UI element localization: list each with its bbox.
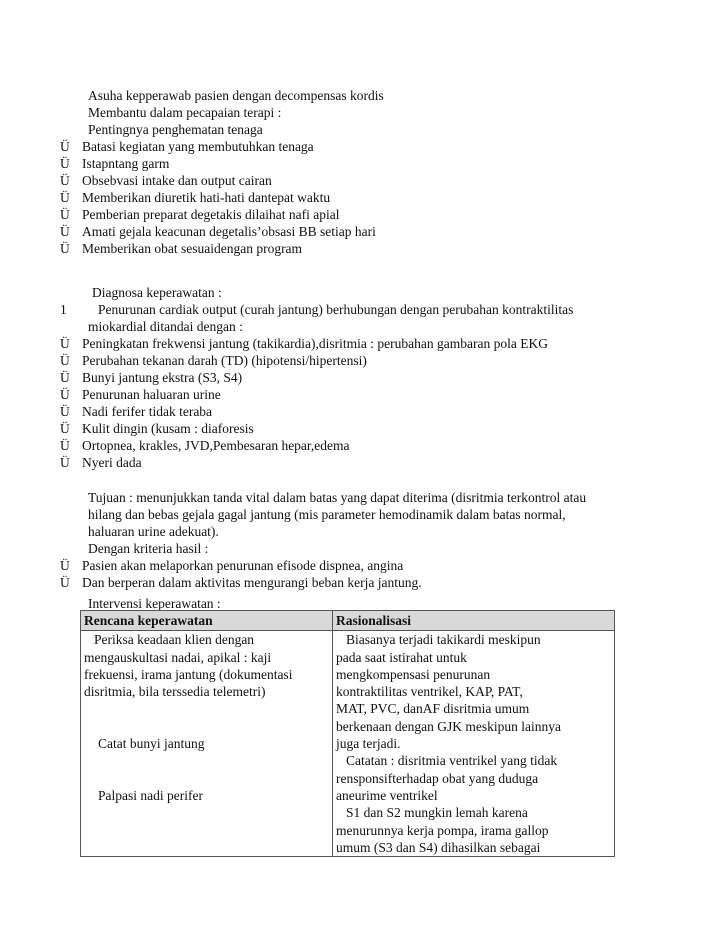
table-cell-rencana: [81, 631, 333, 857]
bullet-icon: Ü: [60, 156, 70, 171]
text-line: disritmia, bila terssedia telemetri): [84, 684, 266, 700]
text-line: Asuha kepperawab pasien dengan decompensas kordis: [88, 88, 384, 103]
list-item: Nadi ferifer tidak teraba: [82, 404, 213, 419]
text-line: juga terjadi.: [336, 736, 401, 752]
text-line: Pentingnya penghematan tenaga: [88, 122, 263, 137]
section-heading: Diagnosa keperawatan :: [92, 285, 222, 300]
text-line: Periksa keadaan klien dengan: [94, 632, 255, 648]
bullet-icon: Ü: [60, 558, 70, 573]
text-line: rensponsifterhadap obat yang duduga: [336, 770, 539, 786]
text-line: mengkompensasi penurunan: [336, 666, 491, 682]
bullet-icon: Ü: [60, 207, 70, 222]
bullet-icon: Ü: [60, 370, 70, 385]
bullet-icon: Ü: [60, 139, 70, 154]
text-line: S1 dan S2 mungkin lemah karena: [346, 805, 528, 821]
text-line: Tujuan : menunjukkan tanda vital dalam batas yang dapat diterima (disritmia terkontrol atau: [88, 490, 587, 505]
text-line: Biasanya terjadi takikardi meskipun: [346, 632, 541, 648]
list-item: Pemberian preparat degetakis dilaihat nafi apial: [82, 207, 340, 222]
list-item: Perubahan tekanan darah (TD) (hipotensi/hipertensi): [82, 353, 367, 368]
list-item: Batasi kegiatan yang membutuhkan tenaga: [82, 139, 314, 154]
intervention-table: [80, 610, 615, 857]
bullet-icon: Ü: [60, 353, 70, 368]
bullet-icon: Ü: [60, 404, 70, 419]
list-item: Kulit dingin (kusam : diaforesis: [82, 421, 254, 436]
text-line: menurunnya kerja pompa, irama gallop: [336, 822, 549, 838]
text-line: MAT, PVC, danAF disritmia umum: [336, 701, 530, 717]
text-line: Catat bunyi jantung: [98, 736, 205, 752]
table-cell-rasionalisasi: [333, 631, 615, 857]
table-header-row: [81, 611, 615, 631]
text-line: umum (S3 dan S4) dihasilkan sebagai: [336, 839, 541, 855]
text-line: pada saat istirahat untuk: [336, 649, 467, 665]
text-line: haluaran urine adekuat).: [88, 524, 219, 539]
bullet-icon: Ü: [60, 455, 70, 470]
list-item: Obsebvasi intake dan output cairan: [82, 173, 272, 188]
bullet-icon: Ü: [60, 336, 70, 351]
list-item: Istapntang garm: [82, 156, 170, 171]
column-header: Rasionalisasi: [333, 611, 615, 631]
list-item: Memberikan obat sesuaidengan program: [82, 241, 303, 256]
bullet-icon: Ü: [60, 241, 70, 256]
table-row: [81, 631, 615, 857]
text-line: mengauskultasi nadai, apikal : kaji: [84, 649, 272, 665]
bullet-icon: Ü: [60, 438, 70, 453]
text-line: kontraktilitas ventrikel, KAP, PAT,: [336, 684, 523, 700]
section-heading: Dengan kriteria hasil :: [88, 541, 209, 556]
bullet-icon: Ü: [60, 421, 70, 436]
list-item: Nyeri dada: [82, 455, 142, 470]
column-header: Rencana keperawatan: [81, 611, 333, 631]
text-line: Catatan : disritmia ventrikel yang tidak: [346, 753, 558, 769]
list-item: Bunyi jantung ekstra (S3, S4): [82, 370, 243, 385]
text-line: berkenaan dengan GJK meskipun lainnya: [336, 718, 561, 734]
text-line: miokardial ditandai dengan :: [88, 319, 243, 334]
text-line: hilang dan bebas gejala gagal jantung (mis parameter hemodinamik dalam batas normal,: [88, 507, 566, 522]
text-line: Palpasi nadi perifer: [98, 787, 203, 803]
bullet-icon: Ü: [60, 173, 70, 188]
text-line: Membantu dalam pecapaian terapi :: [88, 105, 282, 120]
bullet-icon: Ü: [60, 575, 70, 590]
bullet-icon: Ü: [60, 387, 70, 402]
list-item: Memberikan diuretik hati-hati dantepat waktu: [82, 190, 331, 205]
text-line: aneurime ventrikel: [336, 787, 438, 803]
text-line: frekuensi, irama jantung (dokumentasi: [84, 666, 293, 682]
list-item: Peningkatan frekwensi jantung (takikardia),disritmia : perubahan gambaran pola EKG: [82, 336, 548, 351]
list-item: Dan berperan dalam aktivitas mengurangi beban kerja jantung.: [82, 575, 422, 590]
list-item: Penurunan haluaran urine: [82, 387, 221, 402]
text-line: Penurunan cardiak output (curah jantung) berhubungan dengan perubahan kontraktilitas: [98, 302, 574, 317]
bullet-icon: Ü: [60, 224, 70, 239]
item-number: 1: [60, 302, 67, 317]
list-item: Ortopnea, krakles, JVD,Pembesaran hepar,edema: [82, 438, 350, 453]
section-heading: Intervensi keperawatan :: [88, 596, 221, 611]
bullet-icon: Ü: [60, 190, 70, 205]
list-item: Pasien akan melaporkan penurunan efisode dispnea, angina: [82, 558, 404, 573]
list-item: Amati gejala keacunan degetalis’obsasi BB setiap hari: [82, 224, 376, 239]
